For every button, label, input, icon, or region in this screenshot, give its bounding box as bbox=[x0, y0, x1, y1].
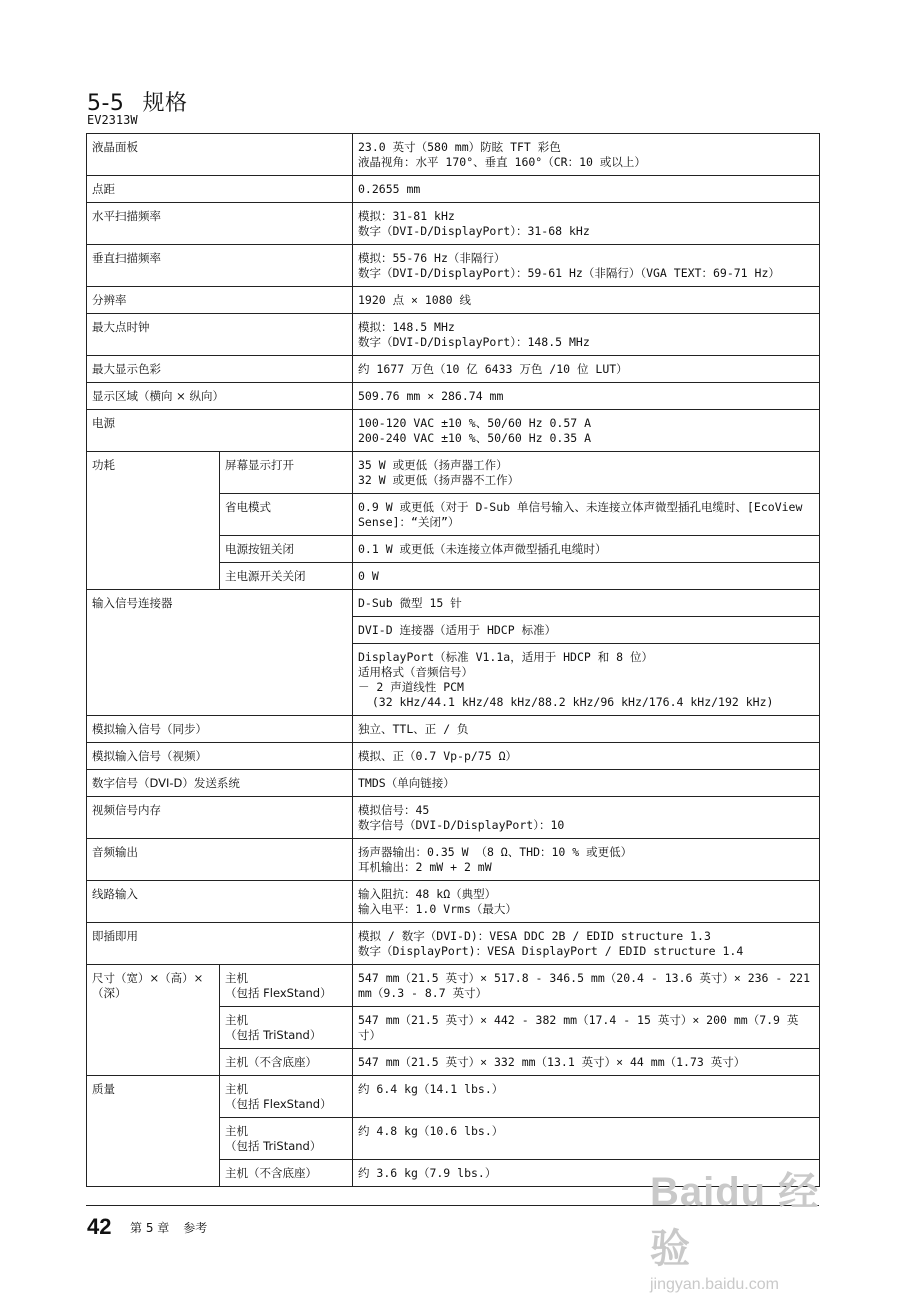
spec-value: 509.76 mm × 286.74 mm bbox=[353, 383, 820, 410]
spec-value: 100-120 VAC ±10 %、50/60 Hz 0.57 A 200-240 VAC ±10 %、50/60 Hz 0.35 A bbox=[353, 410, 820, 452]
spec-label: 液晶面板 bbox=[87, 134, 353, 176]
baidu-watermark bbox=[650, 1160, 850, 1293]
spec-value: 模拟、正（0.7 Vp-p/75 Ω） bbox=[353, 743, 820, 770]
spec-label: 水平扫描频率 bbox=[87, 203, 353, 245]
spec-row bbox=[87, 287, 820, 314]
spec-row bbox=[87, 590, 820, 617]
spec-sublabel: 主机（不含底座） bbox=[220, 1049, 353, 1076]
spec-value: 约 3.6 kg（7.9 lbs.） bbox=[353, 1160, 820, 1187]
spec-value: 547 mm（21.5 英寸）× 332 mm（13.1 英寸）× 44 mm（1.73 英寸） bbox=[353, 1049, 820, 1076]
spec-row bbox=[87, 383, 820, 410]
spec-row bbox=[87, 881, 820, 923]
spec-row bbox=[87, 923, 820, 965]
spec-table bbox=[86, 133, 820, 1187]
spec-value: 0 W bbox=[353, 563, 820, 590]
spec-label: 输入信号连接器 bbox=[87, 590, 353, 716]
spec-value: 独立、TTL、正 / 负 bbox=[353, 716, 820, 743]
spec-label: 最大显示色彩 bbox=[87, 356, 353, 383]
spec-sublabel: 主机 （包括 TriStand） bbox=[220, 1118, 353, 1160]
spec-sublabel: 主机（不含底座） bbox=[220, 1160, 353, 1187]
model-name: EV2313W bbox=[87, 113, 138, 127]
spec-value: D-Sub 微型 15 针 bbox=[353, 590, 820, 617]
spec-value: 模拟 / 数字（DVI-D)：VESA DDC 2B / EDID structure 1.3 数字（DisplayPort)：VESA DisplayPort / EDID structure 1.4 bbox=[353, 923, 820, 965]
spec-row bbox=[87, 134, 820, 176]
section-number: 5-5 bbox=[87, 91, 125, 116]
spec-value: 547 mm（21.5 英寸）× 517.8 - 346.5 mm（20.4 - 13.6 英寸）× 236 - 221 mm（9.3 - 8.7 英寸） bbox=[353, 965, 820, 1007]
spec-label: 音频输出 bbox=[87, 839, 353, 881]
chapter-number: 第 5 章 bbox=[130, 1221, 170, 1235]
spec-row bbox=[87, 716, 820, 743]
spec-label: 质量 bbox=[87, 1076, 220, 1187]
spec-row bbox=[87, 965, 820, 1007]
spec-label: 分辨率 bbox=[87, 287, 353, 314]
spec-label: 线路输入 bbox=[87, 881, 353, 923]
spec-sublabel: 主机 （包括 FlexStand） bbox=[220, 965, 353, 1007]
spec-value: 输入阻抗：48 kΩ（典型） 输入电平：1.0 Vrms（最大） bbox=[353, 881, 820, 923]
spec-value: 0.9 W 或更低（对于 D-Sub 单信号输入、未连接立体声微型插孔电缆时、[EcoView Sense]：“关闭”） bbox=[353, 494, 820, 536]
spec-sublabel: 主机 （包括 FlexStand） bbox=[220, 1076, 353, 1118]
spec-label: 电源 bbox=[87, 410, 353, 452]
spec-value: 约 1677 万色（10 亿 6433 万色 /10 位 LUT） bbox=[353, 356, 820, 383]
spec-row bbox=[87, 797, 820, 839]
section-title: 规格 bbox=[142, 91, 188, 116]
spec-value: 1920 点 × 1080 线 bbox=[353, 287, 820, 314]
spec-value: 模拟信号：45 数字信号（DVI-D/DisplayPort）：10 bbox=[353, 797, 820, 839]
spec-label: 显示区域（横向 × 纵向） bbox=[87, 383, 353, 410]
spec-row bbox=[87, 410, 820, 452]
spec-value: 模拟：148.5 MHz 数字（DVI-D/DisplayPort）：148.5 MHz bbox=[353, 314, 820, 356]
spec-row bbox=[87, 770, 820, 797]
spec-label: 垂直扫描频率 bbox=[87, 245, 353, 287]
spec-value: 模拟：31-81 kHz 数字（DVI-D/DisplayPort）：31-68 kHz bbox=[353, 203, 820, 245]
watermark-logo: Baidu 经验 bbox=[650, 1170, 820, 1271]
spec-label: 视频信号内存 bbox=[87, 797, 353, 839]
spec-row bbox=[87, 839, 820, 881]
chapter-label bbox=[130, 1219, 221, 1236]
spec-row bbox=[87, 356, 820, 383]
spec-label: 模拟输入信号（同步） bbox=[87, 716, 353, 743]
spec-label: 功耗 bbox=[87, 452, 220, 590]
spec-value: DVI-D 连接器（适用于 HDCP 标准） bbox=[353, 617, 820, 644]
chapter-title: 参考 bbox=[183, 1221, 208, 1235]
spec-value: 0.1 W 或更低（未连接立体声微型插孔电缆时） bbox=[353, 536, 820, 563]
watermark-url: jingyan.baidu.com bbox=[650, 1276, 779, 1293]
spec-value: 模拟：55-76 Hz（非隔行） 数字（DVI-D/DisplayPort）：59-61 Hz（非隔行）（VGA TEXT：69-71 Hz） bbox=[353, 245, 820, 287]
page-number: 42 bbox=[87, 1214, 112, 1239]
spec-sublabel: 主机 （包括 TriStand） bbox=[220, 1007, 353, 1049]
spec-value: 约 4.8 kg（10.6 lbs.） bbox=[353, 1118, 820, 1160]
spec-sublabel: 电源按钮关闭 bbox=[220, 536, 353, 563]
spec-row bbox=[87, 452, 820, 494]
spec-value: 扬声器输出：0.35 W （8 Ω、THD：10 % 或更低） 耳机输出：2 mW + 2 mW bbox=[353, 839, 820, 881]
spec-value: 0.2655 mm bbox=[353, 176, 820, 203]
spec-value: DisplayPort（标准 V1.1a，适用于 HDCP 和 8 位） 适用格式（音频信号） － 2 声道线性 PCM (32 kHz/44.1 kHz/48 kHz/88.2 kHz/96 kHz/176.4 kHz/192 kHz) bbox=[353, 644, 820, 716]
spec-row bbox=[87, 743, 820, 770]
spec-row bbox=[87, 176, 820, 203]
spec-value: 35 W 或更低（扬声器工作） 32 W 或更低（扬声器不工作） bbox=[353, 452, 820, 494]
spec-table-body bbox=[87, 134, 820, 1187]
spec-sublabel: 省电模式 bbox=[220, 494, 353, 536]
spec-row bbox=[87, 314, 820, 356]
spec-value: TMDS（单向链接） bbox=[353, 770, 820, 797]
spec-label: 尺寸（宽）×（高）×（深） bbox=[87, 965, 220, 1076]
spec-sublabel: 主电源开关关闭 bbox=[220, 563, 353, 590]
spec-label: 即插即用 bbox=[87, 923, 353, 965]
spec-label: 最大点时钟 bbox=[87, 314, 353, 356]
spec-label: 模拟输入信号（视频） bbox=[87, 743, 353, 770]
spec-value: 约 6.4 kg（14.1 lbs.） bbox=[353, 1076, 820, 1118]
spec-label: 数字信号（DVI-D）发送系统 bbox=[87, 770, 353, 797]
spec-sublabel: 屏幕显示打开 bbox=[220, 452, 353, 494]
spec-value: 23.0 英寸（580 mm）防眩 TFT 彩色 液晶视角：水平 170°、垂直 160°（CR：10 或以上） bbox=[353, 134, 820, 176]
spec-row bbox=[87, 245, 820, 287]
spec-label: 点距 bbox=[87, 176, 353, 203]
spec-value: 547 mm（21.5 英寸）× 442 - 382 mm（17.4 - 15 英寸）× 200 mm（7.9 英寸） bbox=[353, 1007, 820, 1049]
spec-row bbox=[87, 203, 820, 245]
spec-row bbox=[87, 1076, 820, 1118]
